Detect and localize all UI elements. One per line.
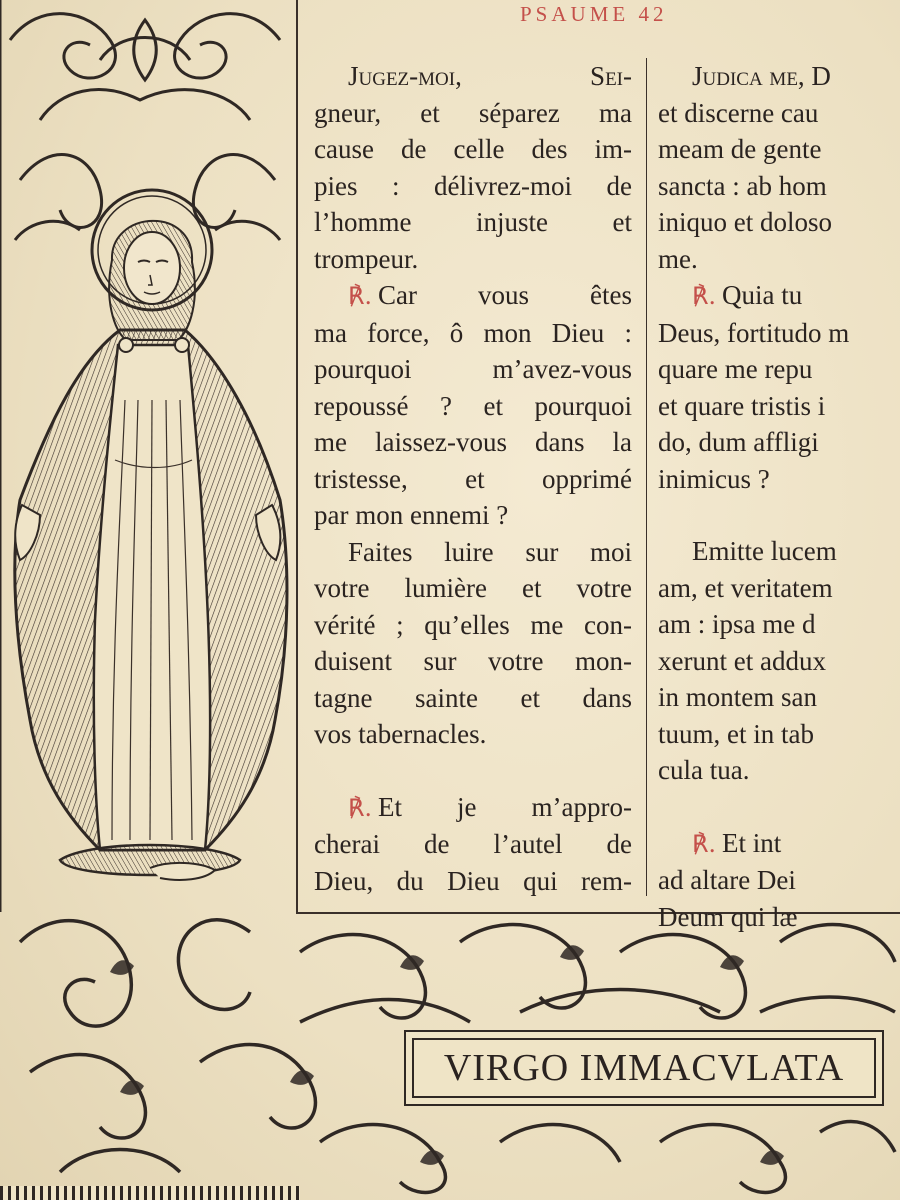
text-line (658, 899, 900, 936)
line-text: Deus, fortitudo m (658, 317, 850, 348)
line-text: duisent sur votre mon- (314, 646, 632, 676)
text-line (314, 277, 632, 315)
text-line (314, 461, 632, 498)
text-line (658, 461, 900, 498)
text-line (658, 168, 900, 205)
french-column (314, 58, 632, 899)
line-text: do, dum affligi (658, 427, 819, 457)
text-line (658, 424, 900, 461)
text-line (314, 826, 632, 863)
latin-column (658, 58, 900, 935)
text-line (314, 95, 632, 132)
line-text: ma force, ô mon Dieu : (314, 317, 632, 348)
line-text: Judica me, D (692, 61, 831, 91)
paragraph-gap (314, 753, 632, 789)
line-text: pies : délivrez-moi de (314, 170, 632, 201)
plaque-text: VIRGO IMMACVLATA (412, 1038, 876, 1098)
line-text: l’homme injuste et (314, 207, 632, 237)
text-line (658, 277, 900, 315)
text-line (314, 607, 632, 644)
text-line (658, 351, 900, 388)
line-text: votre lumière et votre (314, 573, 632, 603)
line-text: vos tabernacles. (314, 719, 487, 749)
line-text: Dieu, du Dieu qui rem- (314, 865, 632, 896)
text-line (658, 716, 900, 753)
line-text: trompeur. (314, 243, 419, 274)
text-line (658, 643, 900, 680)
line-text: pourquoi m’avez-vous (314, 354, 632, 384)
text-line (658, 752, 900, 789)
response-symbol: ℟. (692, 282, 717, 310)
page-header: PSAUME 42 (520, 2, 668, 26)
line-text: am : ipsa me d (658, 609, 816, 639)
line-text: tuum, et in tab (658, 718, 814, 749)
text-line (314, 424, 632, 461)
text-line (314, 534, 632, 571)
line-text: gneur, et séparez ma (314, 97, 632, 128)
line-text: me. (658, 243, 698, 274)
text-line (314, 863, 632, 900)
line-text: meam de gente (658, 134, 822, 164)
text-line (658, 533, 900, 570)
paragraph-gap (658, 789, 900, 825)
text-line (314, 351, 632, 388)
text-line (658, 95, 900, 132)
line-text: Quia tu (722, 280, 803, 310)
line-text: par mon ennemi ? (314, 500, 509, 530)
text-line (314, 131, 632, 168)
text-line (314, 388, 632, 425)
line-text: vérité ; qu’elles me con- (314, 609, 632, 640)
paragraph-gap (658, 497, 900, 533)
line-text: Jugez-moi, Sei- (348, 61, 632, 91)
line-text: in montem san (658, 682, 817, 712)
line-text: cula tua. (658, 755, 750, 785)
text-line (658, 241, 900, 278)
line-text: me laissez-vous dans la (314, 427, 632, 457)
line-text: xerunt et addux (658, 645, 826, 676)
line-text: Deum qui læ (658, 901, 798, 932)
text-line (658, 679, 900, 716)
line-text: et quare tristis i (658, 390, 826, 421)
text-line (658, 388, 900, 425)
text-line (658, 606, 900, 643)
response-symbol: ℟. (348, 793, 373, 822)
text-line (314, 58, 632, 95)
text-line (314, 680, 632, 717)
line-text: iniquo et doloso (658, 207, 832, 237)
virgin-mary-engraving (0, 0, 296, 912)
line-text: cause de celle des im- (314, 134, 632, 164)
text-line (658, 315, 900, 352)
text-line (314, 168, 632, 205)
line-text: sancta : ab hom (658, 170, 827, 201)
line-text: Et je m’appro- (378, 791, 632, 822)
line-text: Et int (722, 827, 782, 858)
line-text: tagne sainte et dans (314, 682, 632, 713)
text-line (658, 825, 900, 863)
text-line (314, 716, 632, 753)
response-symbol: ℟. (692, 829, 717, 858)
response-symbol: ℟. (348, 282, 373, 310)
text-line (314, 204, 632, 241)
line-text: tristesse, et opprimé (314, 463, 632, 494)
title-plaque (404, 1030, 884, 1106)
line-text: inimicus ? (658, 463, 770, 494)
line-text: ad altare Dei (658, 865, 796, 895)
line-text: Faites luire sur moi (348, 536, 632, 567)
bottom-border-strip (0, 1186, 300, 1200)
text-line (658, 204, 900, 241)
line-text: et discerne cau (658, 97, 819, 128)
text-line (314, 570, 632, 607)
text-line (314, 789, 632, 827)
line-text: quare me repu (658, 354, 813, 384)
line-text: Emitte lucem (692, 536, 837, 566)
line-text: am, et veritatem (658, 572, 833, 603)
text-line (314, 241, 632, 278)
text-line (658, 570, 900, 607)
column-divider (646, 58, 647, 896)
line-text: cherai de l’autel de (314, 829, 632, 859)
text-line (658, 131, 900, 168)
text-line (314, 497, 632, 534)
text-line (658, 58, 900, 95)
line-text: repoussé ? et pourquoi (314, 390, 632, 421)
text-line (314, 315, 632, 352)
text-line (658, 862, 900, 899)
text-line (314, 643, 632, 680)
line-text: Car vous êtes (378, 280, 632, 310)
